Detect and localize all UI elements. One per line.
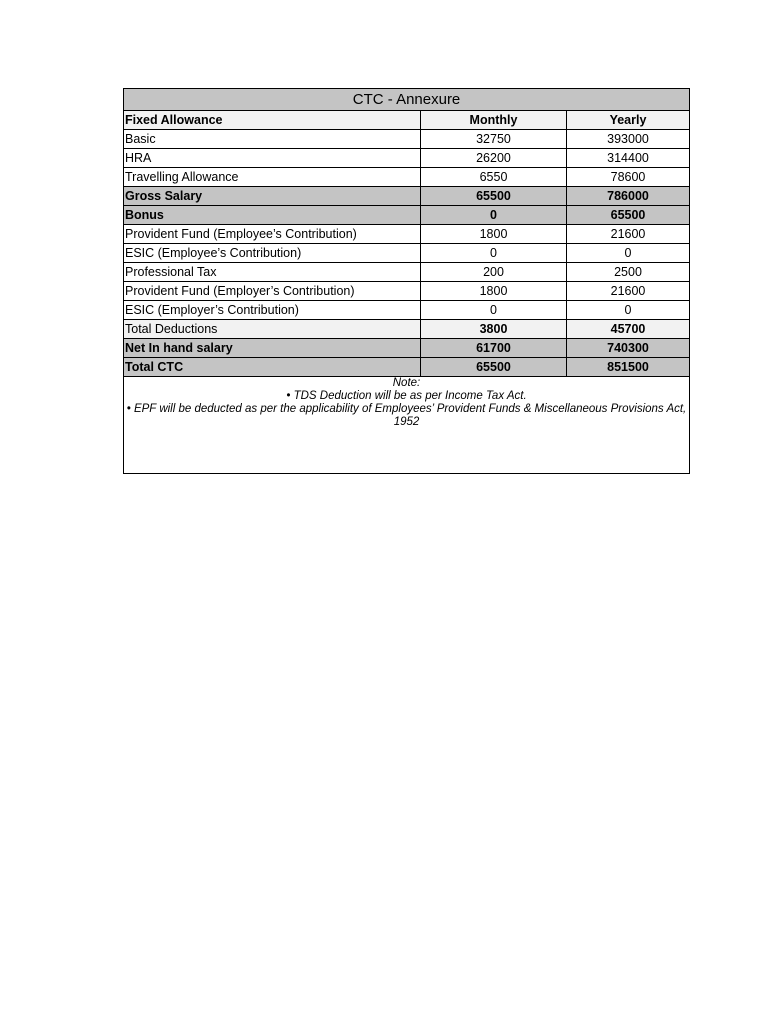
total-deductions-row xyxy=(124,320,690,339)
row-yearly: 740300 xyxy=(567,339,690,358)
row-label: Basic xyxy=(124,130,421,149)
row-label: Total Deductions xyxy=(124,320,421,339)
row-label: Provident Fund (Employee’s Contribution) xyxy=(124,225,421,244)
row-label: ESIC (Employee’s Contribution) xyxy=(124,244,421,263)
table-row xyxy=(124,282,690,301)
header-monthly: Monthly xyxy=(421,111,567,130)
header-yearly: Yearly xyxy=(567,111,690,130)
table-row xyxy=(124,301,690,320)
row-yearly: 45700 xyxy=(567,320,690,339)
row-yearly: 21600 xyxy=(567,225,690,244)
row-monthly: 61700 xyxy=(421,339,567,358)
row-monthly: 65500 xyxy=(421,358,567,377)
table-row xyxy=(124,149,690,168)
header-row xyxy=(124,111,690,130)
table-row xyxy=(124,168,690,187)
table-row xyxy=(124,244,690,263)
note-line-tds: • TDS Deduction will be as per Income Tax Act. xyxy=(286,390,527,402)
note-row xyxy=(124,377,690,474)
note-line-epf: • EPF will be deducted as per the applicability of Employees’ Provident Funds & Miscellaneous Provisions Act, 1952 xyxy=(126,403,687,428)
row-yearly: 786000 xyxy=(567,187,690,206)
row-monthly: 32750 xyxy=(421,130,567,149)
row-yearly: 21600 xyxy=(567,282,690,301)
row-monthly: 6550 xyxy=(421,168,567,187)
row-monthly: 200 xyxy=(421,263,567,282)
note-heading: Note: xyxy=(392,377,421,389)
row-yearly: 851500 xyxy=(567,358,690,377)
row-monthly: 65500 xyxy=(421,187,567,206)
row-label: Provident Fund (Employer’s Contribution) xyxy=(124,282,421,301)
row-monthly: 1800 xyxy=(421,225,567,244)
row-label: Professional Tax xyxy=(124,263,421,282)
bonus-row xyxy=(124,206,690,225)
row-yearly: 393000 xyxy=(567,130,690,149)
row-label: HRA xyxy=(124,149,421,168)
row-monthly: 3800 xyxy=(421,320,567,339)
title-row xyxy=(124,89,690,111)
row-monthly: 1800 xyxy=(421,282,567,301)
row-label: Net In hand salary xyxy=(124,339,421,358)
row-yearly: 2500 xyxy=(567,263,690,282)
note-cell xyxy=(124,377,690,474)
row-monthly: 0 xyxy=(421,301,567,320)
total-ctc-row xyxy=(124,358,690,377)
row-label: ESIC (Employer’s Contribution) xyxy=(124,301,421,320)
row-monthly: 0 xyxy=(421,244,567,263)
row-label: Travelling Allowance xyxy=(124,168,421,187)
gross-salary-row xyxy=(124,187,690,206)
ctc-annexure-table xyxy=(123,88,690,474)
table-row xyxy=(124,130,690,149)
table-row xyxy=(124,225,690,244)
row-yearly: 78600 xyxy=(567,168,690,187)
row-yearly: 314400 xyxy=(567,149,690,168)
row-label: Bonus xyxy=(124,206,421,225)
row-monthly: 0 xyxy=(421,206,567,225)
table-title: CTC - Annexure xyxy=(124,89,690,111)
header-label: Fixed Allowance xyxy=(124,111,421,130)
net-in-hand-row xyxy=(124,339,690,358)
row-yearly: 0 xyxy=(567,244,690,263)
table-row xyxy=(124,263,690,282)
row-yearly: 0 xyxy=(567,301,690,320)
row-label: Total CTC xyxy=(124,358,421,377)
row-label: Gross Salary xyxy=(124,187,421,206)
row-yearly: 65500 xyxy=(567,206,690,225)
row-monthly: 26200 xyxy=(421,149,567,168)
